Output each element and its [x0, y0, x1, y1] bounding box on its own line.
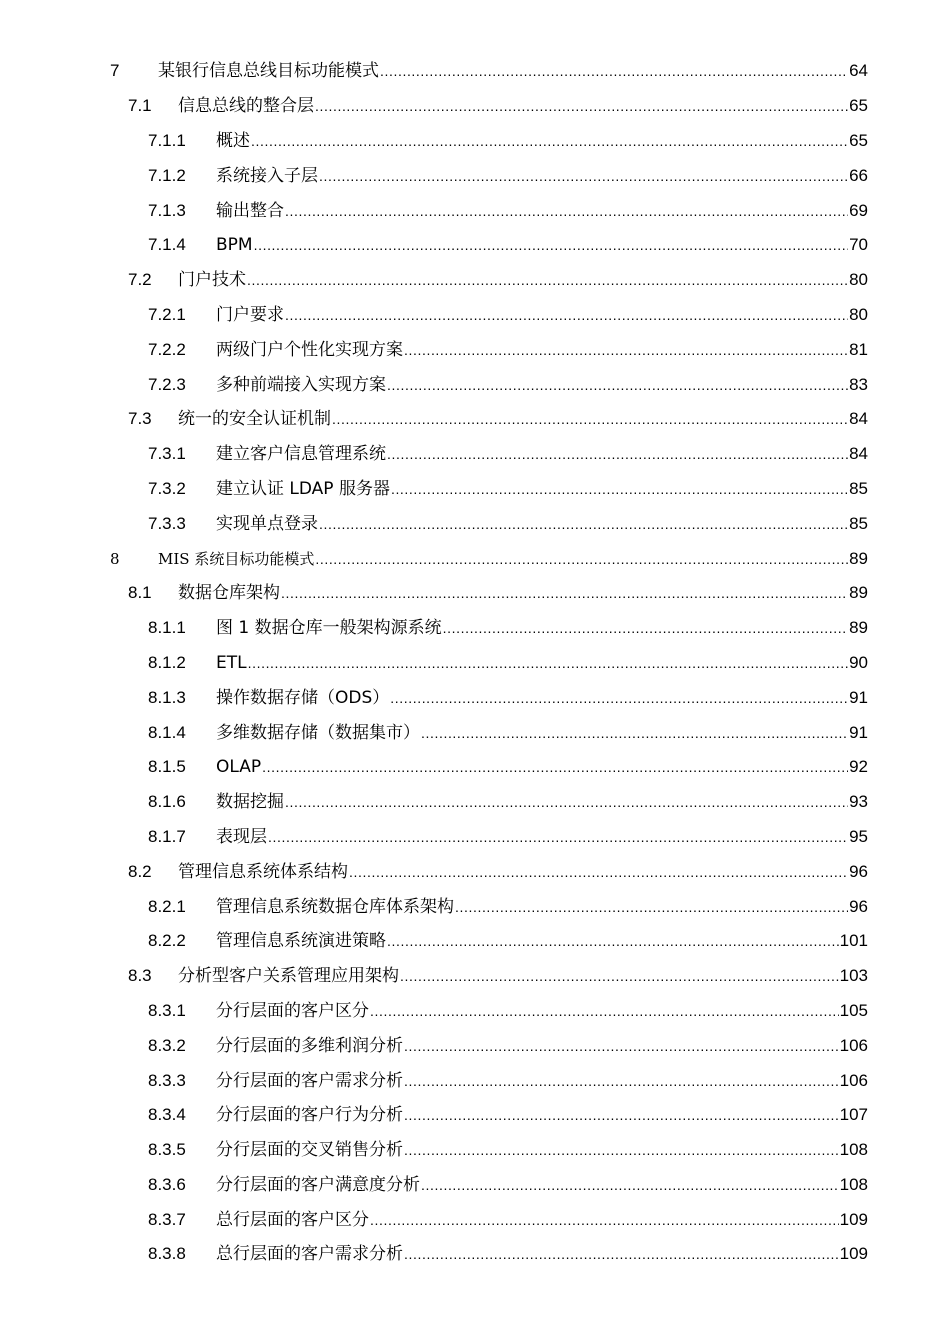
toc-entry[interactable]	[0, 646, 950, 681]
toc-leader-dots	[349, 862, 848, 882]
toc-entry-title: 系统接入子层	[216, 165, 318, 186]
toc-entry-number: 8.3.1	[148, 1000, 186, 1020]
toc-entry-number: 8.1.5	[148, 757, 186, 777]
toc-entry-page: 85	[849, 478, 868, 498]
toc-entry-page: 96	[849, 896, 868, 916]
toc-entry-page: 89	[849, 583, 868, 603]
toc-entry[interactable]	[0, 576, 950, 611]
toc-entry-title: 建立认证 LDAP 服务器	[216, 478, 390, 499]
toc-entry-title: 分析型客户关系管理应用架构	[178, 966, 399, 987]
toc-entry[interactable]	[0, 854, 950, 889]
toc-entry[interactable]	[0, 193, 950, 228]
toc-entry-number: 7.3.3	[148, 513, 186, 533]
toc-leader-dots	[421, 723, 848, 743]
toc-leader-dots	[370, 1210, 839, 1230]
toc-entry-number: 7.2.2	[148, 339, 186, 359]
toc-leader-dots	[268, 827, 848, 847]
toc-entry-page: 107	[839, 1105, 868, 1125]
toc-entry-page: 81	[849, 339, 868, 359]
toc-entry[interactable]	[0, 367, 950, 402]
toc-entry-number: 8.3.3	[148, 1070, 186, 1090]
toc-entry[interactable]	[0, 472, 950, 507]
toc-entry-title: 管理信息系统演进策略	[216, 931, 386, 952]
toc-entry-page: 89	[849, 618, 868, 638]
toc-entry-page: 69	[849, 200, 868, 220]
toc-leader-dots	[319, 514, 848, 534]
toc-entry-page: 65	[849, 130, 868, 150]
toc-entry[interactable]	[0, 1202, 950, 1237]
toc-entry-title: 分行层面的客户需求分析	[216, 1070, 403, 1091]
toc-entry-page: 91	[849, 687, 868, 707]
toc-entry-number: 7.3.2	[148, 478, 186, 498]
toc-entry-number: 7.1.2	[148, 165, 186, 185]
toc-leader-dots	[285, 201, 848, 221]
toc-entry-page: 85	[849, 513, 868, 533]
toc-entry[interactable]	[0, 437, 950, 472]
toc-leader-dots	[387, 444, 848, 464]
toc-leader-dots	[254, 235, 848, 255]
toc-leader-dots	[285, 792, 848, 812]
toc-entry[interactable]	[0, 124, 950, 159]
toc-leader-dots	[370, 1001, 839, 1021]
toc-entry-page: 89	[849, 548, 868, 568]
toc-entry-number: 7.1	[128, 96, 152, 116]
toc-leader-dots	[455, 897, 848, 917]
toc-entry-number: 8.3.8	[148, 1244, 186, 1264]
toc-entry-page: 105	[839, 1000, 868, 1020]
toc-leader-dots	[443, 618, 848, 638]
toc-leader-dots	[387, 931, 839, 951]
toc-entry-page: 106	[839, 1035, 868, 1055]
toc-entry-number: 8.2	[128, 861, 152, 881]
toc-entry-page: 80	[849, 270, 868, 290]
toc-entry-title: 输出整合	[216, 200, 284, 221]
toc-leader-dots	[251, 131, 848, 151]
toc-entry-title: 操作数据存储（ODS）	[216, 687, 390, 708]
toc-entry-number: 8.1.6	[148, 792, 186, 812]
toc-entry-title: 分行层面的客户区分	[216, 1000, 369, 1021]
toc-leader-dots	[390, 688, 848, 708]
toc-entry-title: 门户要求	[216, 304, 284, 325]
toc-entry-page: 93	[849, 792, 868, 812]
toc-entry-page: 64	[849, 61, 868, 81]
toc-entry-page: 106	[839, 1070, 868, 1090]
toc-entry-page: 109	[839, 1209, 868, 1229]
toc-entry-number: 8.3.6	[148, 1174, 186, 1194]
toc-entry-page: 95	[849, 826, 868, 846]
toc-entry[interactable]	[0, 1168, 950, 1203]
toc-entry-number: 7.1.3	[148, 200, 186, 220]
toc-entry-title: 两级门户个性化实现方案	[216, 339, 403, 360]
toc-entry[interactable]	[0, 820, 950, 855]
toc-leader-dots	[319, 166, 848, 186]
toc-leader-dots	[391, 479, 848, 499]
toc-entry-page: 101	[839, 931, 868, 951]
toc-entry-number: 8.3.5	[148, 1140, 186, 1160]
toc-entry-page: 83	[849, 374, 868, 394]
toc-entry[interactable]	[0, 228, 950, 263]
toc-entry-title: OLAP	[216, 757, 262, 778]
toc-leader-dots	[404, 1105, 839, 1125]
toc-entry[interactable]	[0, 785, 950, 820]
toc-entry-title: 表现层	[216, 826, 267, 847]
toc-entry[interactable]	[0, 298, 950, 333]
toc-entry-page: 80	[849, 304, 868, 324]
toc-entry[interactable]	[0, 54, 950, 89]
toc-entry[interactable]	[0, 263, 950, 298]
toc-entry-number: 8.1	[128, 583, 152, 603]
toc-entry-page: 84	[849, 409, 868, 429]
toc-entry-title: 管理信息系统体系结构	[178, 861, 348, 882]
toc-entry[interactable]	[0, 994, 950, 1029]
toc-entry-title: 实现单点登录	[216, 513, 318, 534]
toc-entry-number: 8.3	[128, 966, 152, 986]
toc-leader-dots	[315, 96, 848, 116]
toc-leader-dots	[421, 1175, 839, 1195]
toc-entry-page: 109	[839, 1244, 868, 1264]
toc-leader-dots	[387, 375, 848, 395]
toc-leader-dots	[404, 1140, 839, 1160]
toc-leader-dots	[281, 583, 848, 603]
toc-entry-title: 某银行信息总线目标功能模式	[158, 61, 379, 82]
toc-entry-number: 8.2.1	[148, 896, 186, 916]
toc-entry[interactable]	[0, 1133, 950, 1168]
toc-leader-dots	[248, 653, 848, 673]
toc-entry[interactable]	[0, 1028, 950, 1063]
toc-entry[interactable]	[0, 611, 950, 646]
toc-entry-title: 数据挖掘	[216, 792, 284, 813]
toc-entry-number: 8.2.2	[148, 931, 186, 951]
toc-entry[interactable]	[0, 715, 950, 750]
toc-entry-title: 图 1 数据仓库一般架构源系统	[216, 618, 442, 639]
toc-entry-number: 8.3.4	[148, 1105, 186, 1125]
toc-entry[interactable]	[0, 959, 950, 994]
toc-entry-title: 统一的安全认证机制	[178, 409, 331, 430]
toc-entry-title: 分行层面的多维利润分析	[216, 1035, 403, 1056]
toc-entry-number: 7.3	[128, 409, 152, 429]
toc-entry-title: 总行层面的客户需求分析	[216, 1244, 403, 1265]
toc-entry[interactable]	[0, 89, 950, 124]
toc-entry-title: 分行层面的客户满意度分析	[216, 1174, 420, 1195]
toc-entry-title: 门户技术	[178, 270, 246, 291]
toc-entry-page: 92	[849, 757, 868, 777]
table-of-contents	[0, 54, 950, 1272]
toc-entry-number: 7.3.1	[148, 444, 186, 464]
toc-entry-number: 8.1.2	[148, 652, 186, 672]
toc-leader-dots	[285, 305, 848, 325]
toc-entry-number: 8	[110, 549, 120, 568]
toc-entry-title: 建立客户信息管理系统	[216, 444, 386, 465]
toc-entry[interactable]	[0, 680, 950, 715]
toc-entry-page: 90	[849, 652, 868, 672]
toc-entry-number: 7.2.3	[148, 374, 186, 394]
toc-entry-page: 66	[849, 165, 868, 185]
toc-entry-title: 总行层面的客户区分	[216, 1209, 369, 1230]
toc-entry-number: 7.2	[128, 270, 152, 290]
toc-entry-number: 8.1.3	[148, 687, 186, 707]
toc-entry-number: 8.1.7	[148, 826, 186, 846]
toc-entry-page: 108	[839, 1140, 868, 1160]
toc-entry-title: 分行层面的交叉销售分析	[216, 1140, 403, 1161]
toc-leader-dots	[262, 757, 848, 777]
toc-leader-dots	[404, 1244, 839, 1264]
toc-entry-number: 7.1.4	[148, 235, 186, 255]
toc-leader-dots	[315, 549, 848, 569]
toc-entry-number: 8.1.1	[148, 618, 186, 638]
toc-entry-page: 108	[839, 1174, 868, 1194]
toc-entry-title: 信息总线的整合层	[178, 96, 314, 117]
toc-entry-page: 65	[849, 96, 868, 116]
toc-entry-title: 分行层面的客户行为分析	[216, 1105, 403, 1126]
toc-entry-title: BPM	[216, 235, 253, 256]
toc-entry-number: 8.3.2	[148, 1035, 186, 1055]
toc-entry-page: 91	[849, 722, 868, 742]
toc-leader-dots	[332, 409, 848, 429]
toc-entry[interactable]	[0, 1237, 950, 1272]
toc-leader-dots	[247, 270, 848, 290]
toc-entry-number: 7	[110, 61, 120, 81]
toc-entry[interactable]	[0, 541, 950, 576]
toc-entry-title: 管理信息系统数据仓库体系架构	[216, 896, 454, 917]
toc-leader-dots	[380, 61, 848, 81]
toc-entry-number: 8.1.4	[148, 722, 186, 742]
toc-entry-page: 96	[849, 861, 868, 881]
toc-entry[interactable]	[0, 750, 950, 785]
toc-entry[interactable]	[0, 332, 950, 367]
toc-entry-title: 概述	[216, 130, 250, 151]
toc-entry-title: 多种前端接入实现方案	[216, 374, 386, 395]
toc-entry-title: ETL	[216, 652, 247, 673]
toc-entry[interactable]	[0, 158, 950, 193]
toc-entry[interactable]	[0, 889, 950, 924]
toc-entry-page: 70	[849, 235, 868, 255]
toc-entry-page: 103	[839, 966, 868, 986]
toc-entry-number: 8.3.7	[148, 1209, 186, 1229]
toc-leader-dots	[404, 340, 848, 360]
toc-entry[interactable]	[0, 1098, 950, 1133]
toc-entry[interactable]	[0, 1063, 950, 1098]
toc-leader-dots	[404, 1071, 839, 1091]
toc-entry-title: MIS 系统目标功能模式	[158, 549, 315, 568]
toc-leader-dots	[400, 966, 839, 986]
toc-entry[interactable]	[0, 506, 950, 541]
toc-entry-page: 84	[849, 444, 868, 464]
toc-entry-title: 多维数据存储（数据集市）	[216, 722, 420, 743]
toc-entry-number: 7.1.1	[148, 130, 186, 150]
toc-entry-number: 7.2.1	[148, 304, 186, 324]
toc-entry[interactable]	[0, 402, 950, 437]
toc-leader-dots	[404, 1036, 839, 1056]
toc-entry-title: 数据仓库架构	[178, 583, 280, 604]
toc-entry[interactable]	[0, 924, 950, 959]
